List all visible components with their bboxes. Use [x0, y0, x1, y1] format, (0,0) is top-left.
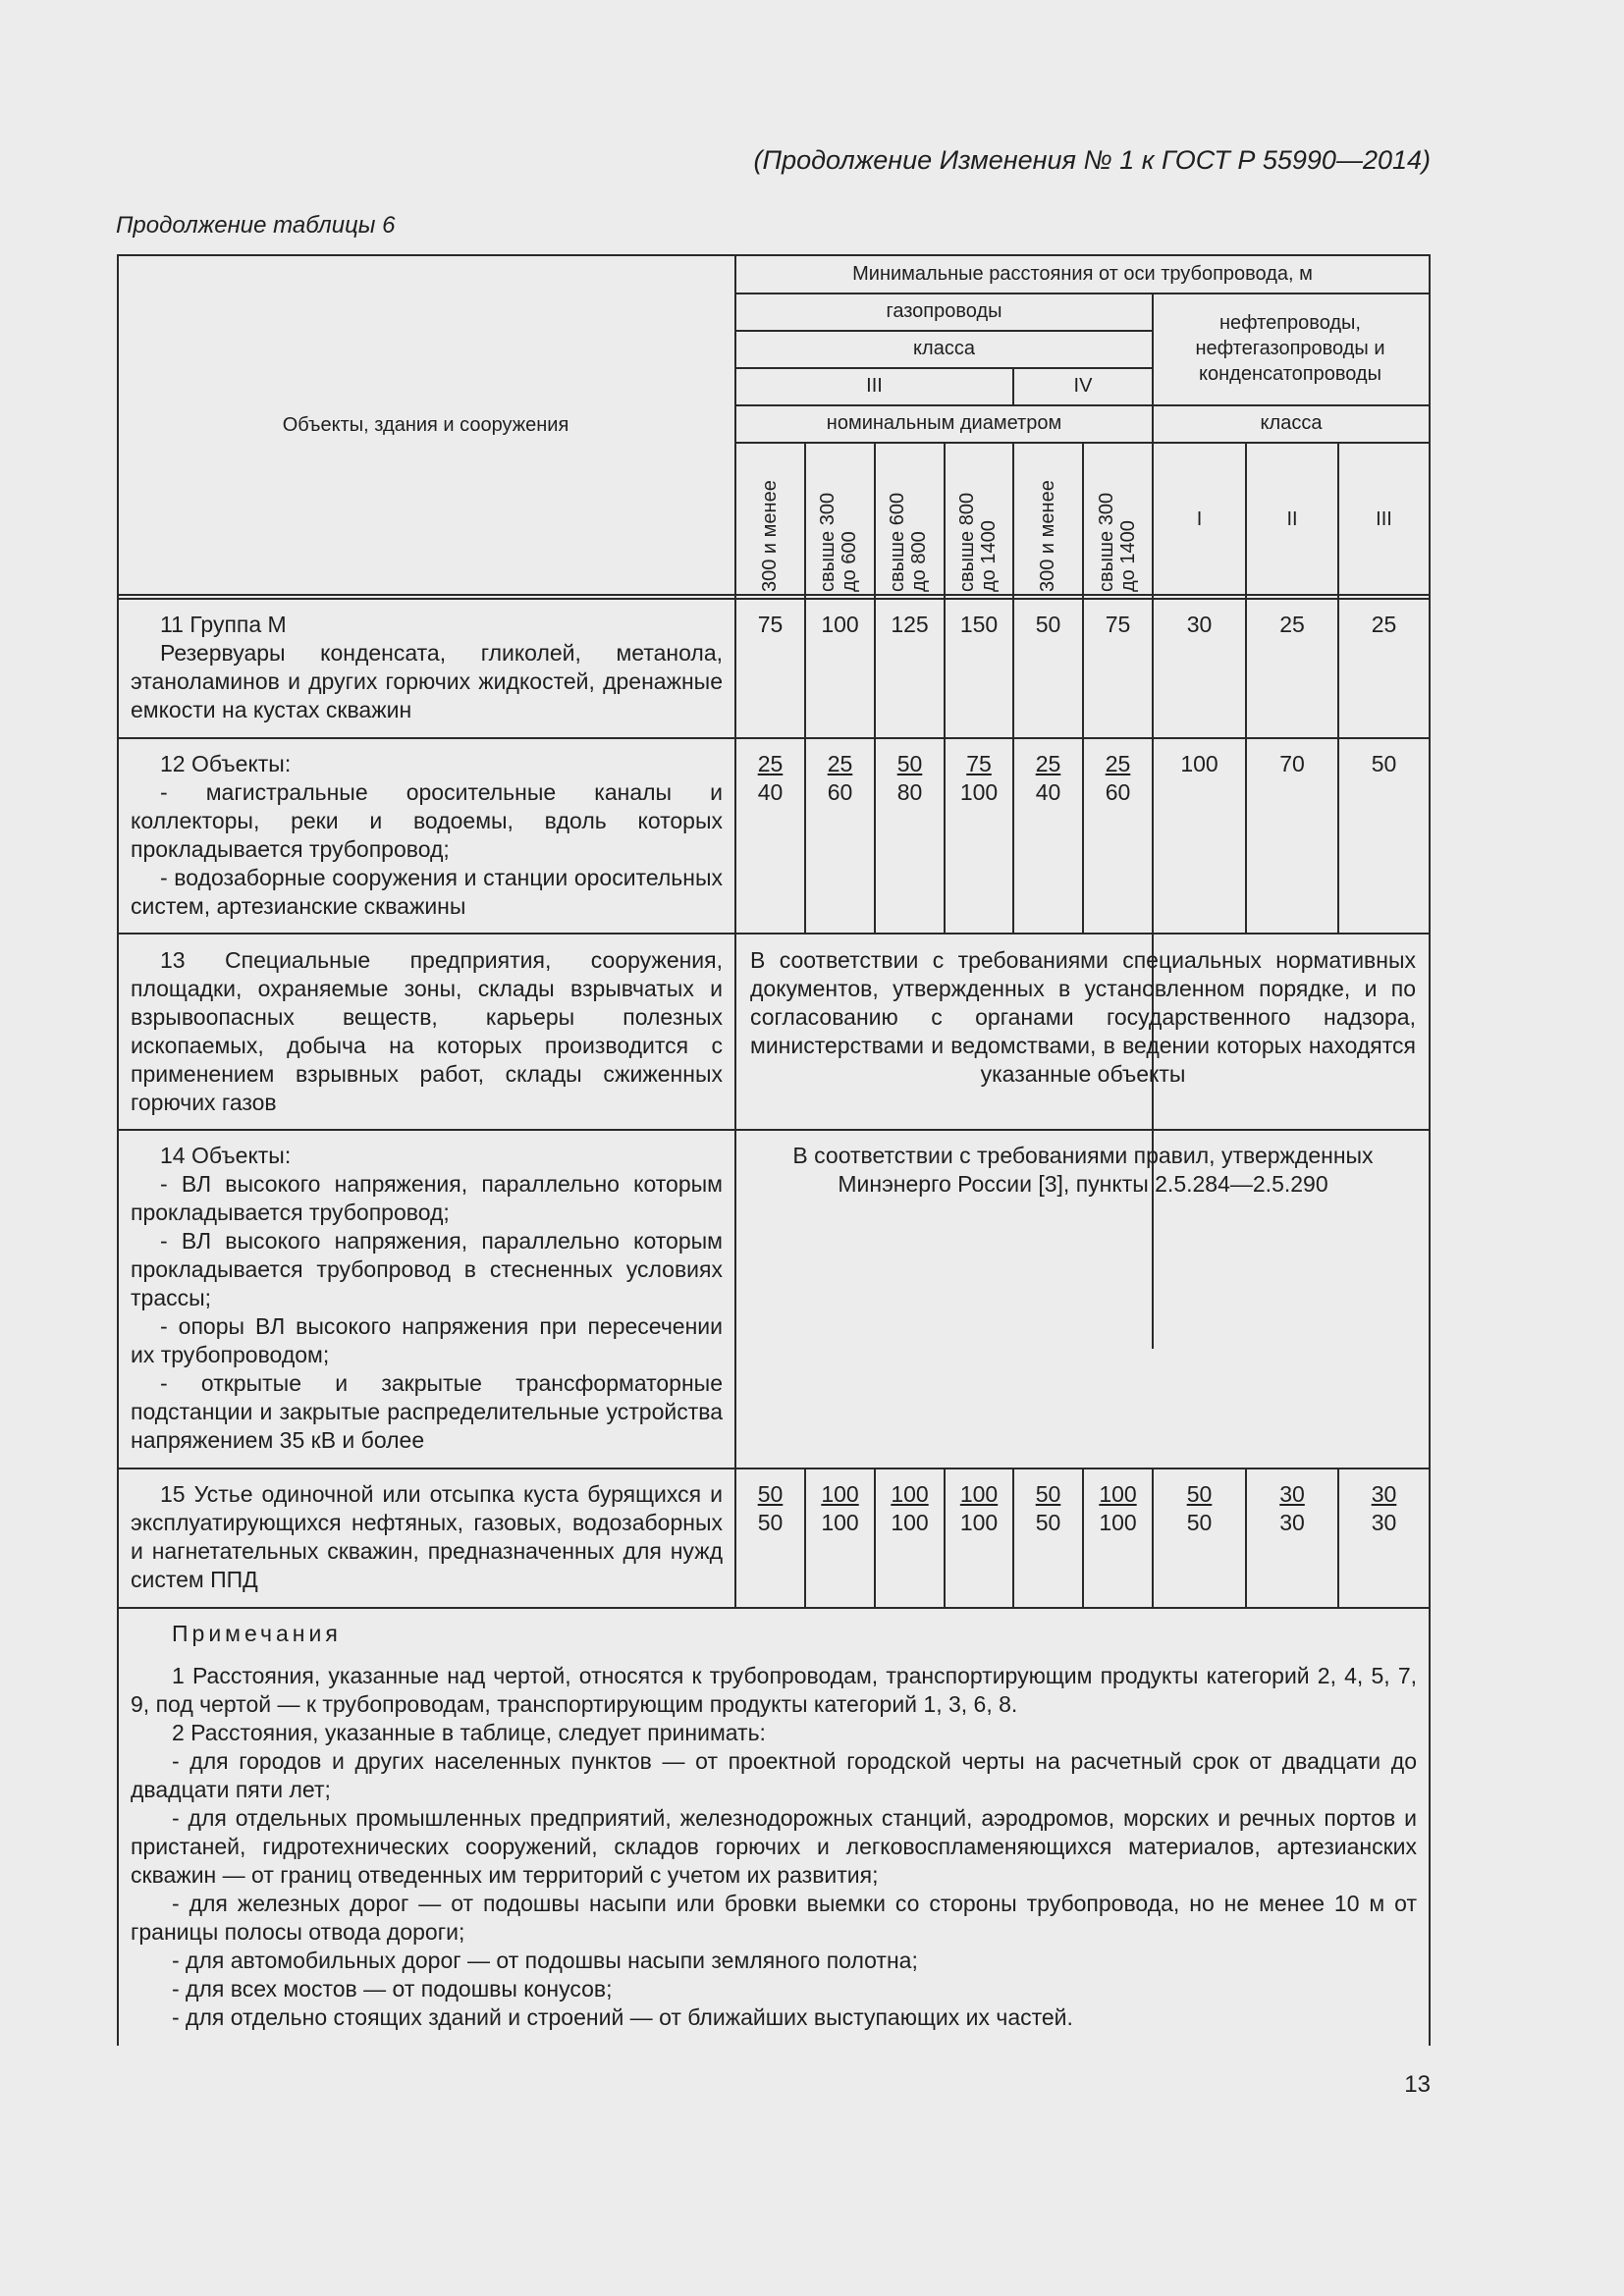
page-number: 13 — [1404, 2071, 1431, 2098]
row-11-title: 11 Группа М — [160, 612, 287, 637]
row-15-fraction: $\frac{50}{50}$ — [1186, 1481, 1213, 1535]
oil-pipelines-header: нефтепроводы, нефтегазопроводы и конденсатопроводы — [1195, 312, 1385, 385]
row-11-value: 100 — [821, 612, 859, 637]
diameter-col-6: свыше 300 до 1400 — [1096, 492, 1139, 592]
oil-class-col-3: III — [1376, 508, 1392, 530]
note-paragraph: - для железных дорог — от подошвы насыпи или бровки выемки со стороны трубопровода, но не менее 10 м от границы полосы отвода дороги; — [131, 1891, 1417, 1945]
row-12-value: 70 — [1279, 751, 1305, 776]
header-note: (Продолжение Изменения № 1 к ГОСТ Р 55990—2014) — [753, 145, 1431, 175]
note-paragraph: - для автомобильных дорог — от подошвы насыпи земляного полотна; — [172, 1948, 918, 1973]
note-paragraph: - для отдельно стоящих зданий и строений — от ближайших выступающих их частей. — [172, 2004, 1073, 2030]
row-14-item: - открытые и закрытые трансформаторные подстанции и закрытые распределительные устройства напряжением 35 кВ и более — [131, 1370, 723, 1453]
row-11-value: 150 — [959, 612, 999, 637]
table-border-left — [117, 254, 119, 2046]
row-11-value: 30 — [1186, 612, 1213, 637]
row-11-text: Резервуары конденсата, гликолей, метанола, этаноламинов и других горючих жидкостей, дренажные емкости на кустах скважин — [131, 640, 723, 722]
column-line — [1012, 442, 1014, 933]
row-15-fraction: $\frac{50}{50}$ — [1035, 1481, 1061, 1535]
note-paragraph: - для отдельных промышленных предприятий, железнодорожных станций, аэродромов, морских и речных портов и пристаней, гидротехнических сооружений, складов горючих и легковоспламеняющихся материалов, артезианских скважин — от границ отведенных им территорий с учетом их развития; — [131, 1805, 1417, 1888]
notes-title: Примечания — [172, 1621, 342, 1646]
row-13-merged: В соответствии с требованиями специальных нормативных документов, утвержденных в установленном порядке, и по согласованию с органами государственного надзора, министерствами и ведомствами, в ведении которых находятся указанные объекты — [750, 947, 1416, 1087]
header-bottom-line — [117, 594, 1431, 596]
row-15-fraction: $\frac{100}{100}$ — [1099, 1481, 1137, 1535]
note-paragraph: - для городов и других населенных пунктов — от проектной городской черты на расчетный срок от двадцати до двадцати пяти лет; — [131, 1748, 1417, 1802]
column-line — [944, 442, 946, 933]
table-border-right — [1429, 254, 1431, 2046]
row-12-item: - водозаборные сооружения и станции оросительных систем, артезианские скважины — [131, 865, 723, 919]
row-15-fraction: $\frac{30}{30}$ — [1371, 1481, 1397, 1535]
diameter-col-1: 300 и менее — [759, 480, 781, 592]
row-14-item: - ВЛ высокого напряжения, параллельно которым прокладывается трубопровод; — [131, 1171, 723, 1225]
row-11-value: 25 — [1371, 612, 1397, 637]
row-15-fraction: $\frac{100}{100}$ — [891, 1481, 929, 1535]
row-line — [117, 1129, 1431, 1131]
column-line — [874, 442, 876, 933]
objects-header: Объекты, здания и сооружения — [282, 414, 569, 436]
row-line — [117, 933, 1431, 934]
table-caption: Продолжение таблицы 6 — [116, 212, 396, 239]
header-line — [734, 404, 1431, 406]
row-14-item: - ВЛ высокого напряжения, параллельно которым прокладывается трубопровод в стесненных условиях трассы; — [131, 1228, 723, 1310]
header-divider — [734, 254, 736, 1469]
row-14-item: - опоры ВЛ высокого напряжения при пересечении их трубопроводом; — [131, 1313, 723, 1367]
row-12-fraction: $\frac{75}{100}$ — [959, 751, 999, 805]
row-14-title: 14 Объекты: — [160, 1143, 292, 1168]
diameter-col-4: свыше 800 до 1400 — [956, 492, 1000, 592]
distance-table — [117, 254, 1431, 2046]
row-line — [117, 1468, 1431, 1469]
row-11-value: 125 — [891, 612, 929, 637]
diameter-col-2: свыше 300 до 600 — [817, 492, 860, 592]
oil-class-header: класса — [1260, 412, 1323, 434]
column-line — [804, 442, 806, 933]
row-15-fraction: $\frac{100}{100}$ — [821, 1481, 859, 1535]
oil-class-col-2: II — [1286, 508, 1298, 530]
row-14-merged: В соответствии с требованиями правил, утвержденных Минэнерго России [3], пункты 2.5.284—2.5.290 — [792, 1143, 1374, 1197]
row-12-fraction: $\frac{25}{60}$ — [1105, 751, 1131, 805]
note-paragraph: - для всех мостов — от подошвы конусов; — [172, 1976, 613, 2002]
row-12-fraction: $\frac{25}{40}$ — [1035, 751, 1061, 805]
row-15-fraction: $\frac{30}{30}$ — [1279, 1481, 1305, 1535]
gas-class-header: класса — [913, 338, 975, 359]
row-15-fraction: $\frac{100}{100}$ — [959, 1481, 999, 1535]
class-iii-header: III — [866, 375, 883, 397]
row-15-text: 15 Устье одиночной или отсыпка куста бурящихся и эксплуатирующихся нефтяных, газовых, водозаборных и нагнетательных скважин, предназначенных для нужд систем ППД — [131, 1481, 723, 1592]
header-line — [734, 293, 1431, 294]
row-12-value: 50 — [1371, 751, 1397, 776]
oil-class-col-1: I — [1196, 508, 1203, 530]
row-12-fraction: $\frac{50}{80}$ — [896, 751, 923, 805]
notes-body — [131, 1662, 1417, 2032]
row-line — [117, 737, 1431, 739]
class-iv-header: IV — [1073, 375, 1093, 397]
row-15-fraction: $\frac{50}{50}$ — [757, 1481, 784, 1535]
gas-pipelines-header: газопроводы — [886, 300, 1002, 322]
note-paragraph: 2 Расстояния, указанные в таблице, следует принимать: — [172, 1720, 766, 1745]
row-11-value: 25 — [1279, 612, 1305, 637]
row-11-value: 75 — [1105, 612, 1131, 637]
row-12-item: - магистральные оросительные каналы и коллекторы, реки и водоемы, вдоль которых прокладывается трубопровод; — [131, 779, 723, 862]
row-11-value: 75 — [757, 612, 784, 637]
column-line — [1082, 442, 1084, 933]
note-paragraph: 1 Расстояния, указанные над чертой, относятся к трубопроводам, транспортирующим продукты категорий 2, 4, 5, 7, 9, под чертой — к трубопроводам, транспортирующим продукты категорий 1, 3, 6, 8. — [131, 1663, 1417, 1717]
diameter-col-3: свыше 600 до 800 — [887, 492, 930, 592]
diameter-col-5: 300 и менее — [1037, 480, 1058, 592]
header-bottom-line — [117, 598, 1431, 600]
min-distance-header: Минимальные расстояния от оси трубопровода, м — [852, 263, 1313, 285]
row-12-fraction: $\frac{25}{40}$ — [757, 751, 784, 805]
row-line — [117, 1607, 1431, 1609]
row-13-text: 13 Специальные предприятия, сооружения, площадки, охраняемые зоны, склады взрывчатых и взрывоопасных веществ, карьеры полезных ископаемых, добыча на которых производится с применением взрывных работ, склады сжиженных горючих газов — [131, 947, 723, 1115]
diameter-header: номинальным диаметром — [826, 412, 1062, 434]
row-12-title: 12 Объекты: — [160, 751, 292, 776]
header-line — [734, 330, 1153, 332]
header-line — [734, 367, 1153, 369]
row-12-fraction: $\frac{25}{60}$ — [827, 751, 853, 805]
row-12-value: 100 — [1180, 751, 1218, 776]
row-11-value: 50 — [1035, 612, 1061, 637]
table-border-top — [117, 254, 1431, 256]
